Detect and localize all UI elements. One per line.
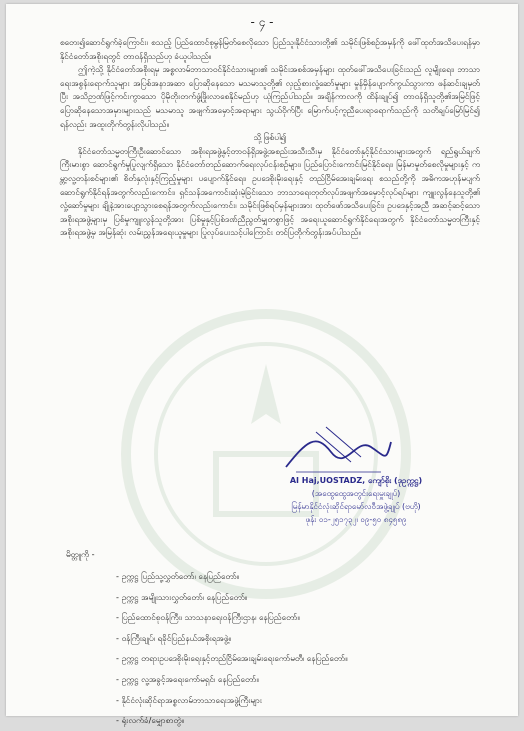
paragraph-1: စတေး၍ဆောင်ရွက်ခဲ့ကြောင်း၊ စသည့် ပြည်ထောင်စုမွန်မြတ်စေလိုသော ပြည်သူ၊နိုင်ငံသားတို့၏ သမိုင်းဖြစ်စဉ်အမှန်ကို ဖေါ်ထုတ်အသိပေးရန်မှာ နိုင်ငံတော်အစိုးရတွင် တာဝန်ရှိသည်ဟု ခံယူပါသည်။ (60, 37, 480, 61)
cc-item: - ဥက္ကဋ္ဌ အမျိုးသားလွှတ်တော်၊ နေပြည်တော်။ (116, 591, 248, 602)
cc-item: - နိုင်ငံလုံးဆိုင်ရာအစ္စလာမ်ဘာသာရေးအဖွဲ့ကြီးများ (116, 694, 262, 705)
conclusion-heading: သို့ဖြစ်ပါ၍ (253, 132, 287, 143)
cc-item: - ဥက္ကဋ္ဌ တရားဥပဒေစိုးမိုးရေးနှင့်တည်ငြိမ်အေးချမ်းရေးကော်မတီ၊ နေပြည်တော်။ (116, 653, 348, 664)
cc-item: - ဥက္ကဋ္ဌ ပြည်သူ့လွှတ်တော်၊ နေပြည်တော်။ (116, 571, 240, 581)
cc-item: - ဥက္ကဋ္ဌ လူ့အခွင့်အရေးကော်မရှင်၊ နေပြည်တော်။ (116, 673, 259, 684)
letter-body (60, 36, 480, 240)
signatory-organization: မြန်မာနိုင်ငံလုံးဆိုင်ရာမော်လဝီအဖွဲ့ချုပ် (ဗဟို) (291, 502, 421, 511)
signatory-name: AI Haj,UOSTADZ, ကျော်စိုး (ဒုဥက္ကဋ္ဌ) (289, 476, 423, 485)
cc-item: - ပြည်ထောင်စုဝန်ကြီး၊ သာသနာရေးဝန်ကြီးဌာန၊ နေပြည်တော်။ (116, 612, 300, 623)
signatory-phone: ဖုန်း ၀၁-၂၅၁၇၃၂၊ ၀၉-၅၀ ၈၄၅၈၉ (305, 515, 407, 524)
cc-label: မိတ္တူကို - (66, 549, 95, 559)
page-number: - ၄ - (250, 15, 274, 29)
cc-list (116, 566, 446, 731)
paragraph-3: နိုင်ငံတော်သမ္မတကြီးဦးဆောင်သော အစိုးရအဖွဲ့နှင့်တာဝန်ရှိအဖွဲ့အစည်းအသီးသီးမှ နိုင်ငံတော်နှင့်နိုင်ငံသားများအတွက် ရည်ရွယ်ချက်ကြီးမားစွာ ဆောင်ရွက်မှုပြုလျက်ရှိသော နိုင်ငံတော်တည်ဆောက်ရေးလုပ်ငန်းစဉ်များ၊ ပြည်ပြောင်းကောင်းမြင်နိုင်ရေး၊ မြန်မာမှုတ်စေလိုမှုများနှင့် ကမ္ဘာ့လူ့တန်းစင်များ၏ စိတ်နှလုံးနှင့်ကြည့်မှုများ ပပျောက်နိုင်ရေး၊ ဥပဒေစိုးမိုးရေးနှင့် တည်ငြိမ်အေးချမ်းရေး စသည်တို့ကို အဓိကအဟုန်မပျက် ဆောင်ရွက်နိုင်ရန်အတွက်လည်းကောင်း၊ ရှင်သန်အကောင်းဆုံးမဲ့ခြင်းသော ဘာသာရေးတုတ်လုပ်အဖျက်အမှောင့်လုပ်ရပ်များ ကျူးလွန်နေသူတို့၏ လှုံ့ဆော်မှုများ ချိုနဲ့အားပျော့သွားစေရန်အတွက်လည်းကောင်း၊ သမိုင်းဖြစ်ရပ်မှန်များအား ထုတ်ဖော်အသိပေးခြင်း၊ ဥပဒေနှင့်အညီ အဆင့်ဆင့်သောအစိုးရအဖွဲ့များမှ ပြစ်မှုကျူးလွန်သူတို့အား ပြစ်မှုနှင့်ပြစ်ဒဏ်ညီညွတ်မျှတစွာဖြင့် အရေးယူဆောင်ရွက်နိုင်ရေးအတွက် နိုင်ငံတော်သမ္မတကြီးနှင့်အစိုးရအဖွဲ့မှ အမြန်ဆုံး လမ်းညွှန်အရေးယူမှုများ ပြုလုပ်ပေးသင့်ပါကြောင်း တင်ပြတိုက်တွန်းအပ်ပါသည်။ (60, 145, 480, 238)
signature-block (236, 474, 476, 526)
signatory-role: (အထွေထွေအတွင်းရေးမှူးချုပ်) (311, 489, 401, 498)
signature-mark (276, 422, 396, 480)
paragraph-2: ဤကဲ့သို့ နိုင်ငံတော်အစိုးရမှ အစ္စလာမ်ဘာသာဝင်နိုင်ငံသားများ၏ သမိုင်းအစစ်အမှန်များ ထုတ်ဖေါ်အသိပေးခြင်းသည် လူမျိုးရေး၊ ဘာသာရေးအစွန်းရောက်သူများ အပြစ်အနာအဆာ ပြောဆိုနေသော မသမာသူတို့၏ လှည့်စားလှုံ့ဆော်မှုများ မှုန်မှိန်ပျောက်ကွယ်သွားကာ ဖန်ဆင်းချမှတ်ပြီး အသိဉာဏ်ဖြင့်ကင်းကွာသော ပိုမိုတိုးတက်ဖွံ့ဖြိုးလာစေနိုင်မည်ဟု ယုံကြည်ပါသည်။ အချိန်ကာလကို ထိန်းချုပ်၍ တာဝန်ရှိသူတို့၏အမြင်ဖြင့် ပြောဆိုနေသောအမှားများသည် မသမာသူ အဖျက်အမှောင့်အရာများ သွယ်ဝိုက်ပြီး မြောက်ပင့်ကူညီပေးရာရောက်သည်ကို သတိချပ်မြော်မြင်၍ ရန်လည်း အထူးတိုက်တွန်းလိုပါသည်။ (60, 64, 480, 129)
cc-item: - ဝန်ကြီးချုပ်၊ ရခိုင်ပြည်နယ်အစိုးရအဖွဲ့။ (116, 632, 232, 643)
cc-item: - ရုံးလက်ခံ/မျှောစာတွဲ။ (116, 715, 184, 726)
document-page (6, 4, 518, 726)
